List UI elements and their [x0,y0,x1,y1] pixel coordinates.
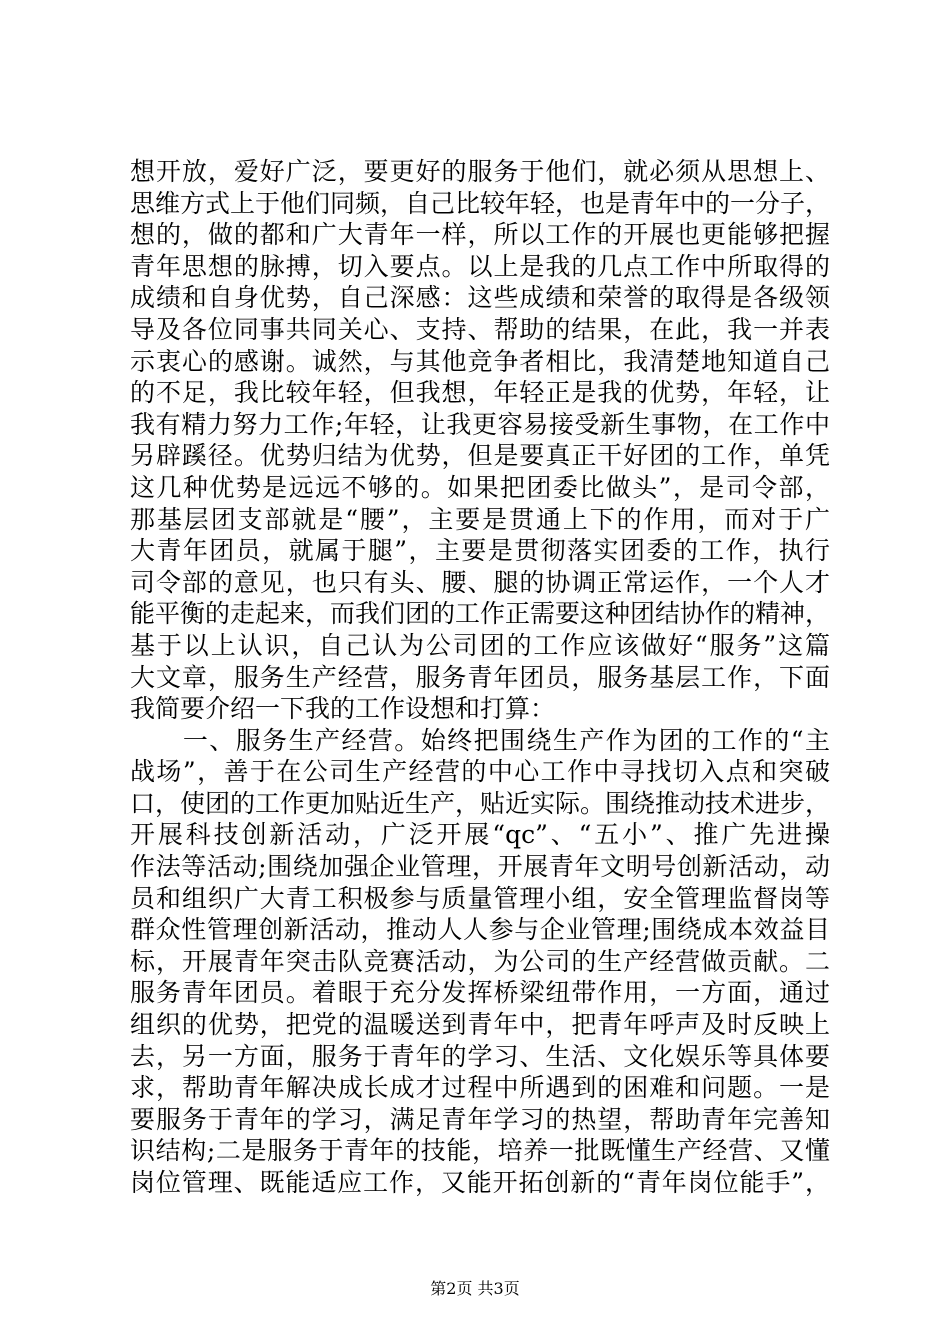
text-line: 想开放，爱好广泛，要更好的服务于他们，就必须从思想上、 [130,157,830,186]
text-line: 成绩和自身优势，自己深感：这些成绩和荣誉的取得是各级领 [130,283,830,313]
text-line: 组织的优势，把党的温暖送到青年中，把青年呼声及时反映上 [130,1010,830,1040]
text-line: 标，开展青年突击队竞赛活动，为公司的生产经营做贡献。二 [130,946,830,976]
text-line: 示衷心的感谢。诚然，与其他竞争者相比，我清楚地知道自己 [130,346,830,376]
text-line: 战场”，善于在公司生产经营的中心工作中寻找切入点和突破 [130,757,830,787]
text-line: 基于以上认识，自己认为公司团的工作应该做好“服务”这篇 [130,630,830,660]
text-line: 这几种优势是远远不够的。如果把团委比做头”，是司令部， [130,472,830,502]
text-line: 导及各位同事共同关心、支持、帮助的结果，在此，我一并表 [130,314,830,344]
text-line: 求，帮助青年解决成长成才过程中所遇到的困难和问题。一是 [130,1073,830,1103]
text-line: 员和组织广大青工积极参与质量管理小组，安全管理监督岗等 [130,883,830,913]
text-line: 能平衡的走起来，而我们团的工作正需要这种团结协作的精神， [130,599,831,629]
text-line: 口，使团的工作更加贴近生产，贴近实际。围绕推动技术进步， [130,788,831,818]
text-line: 去，另一方面，服务于青年的学习、生活、文化娱乐等具体要 [130,1041,830,1071]
text-line: 岗位管理、既能适应工作，又能开拓创新的“青年岗位能手”， [130,1168,830,1197]
text-line: 我简要介绍一下我的工作设想和打算： [130,694,556,724]
body-text [130,156,830,1199]
page-footer: 第2页 共3页 [430,1279,520,1298]
text-line: 作法等活动;围绕加强企业管理，开展青年文明号创新活动，动 [130,852,830,882]
text-line: 青年思想的脉搏，切入要点。以上是我的几点工作中所取得的 [130,251,830,281]
text-line: 思维方式上于他们同频，自己比较年轻，也是青年中的一分子， [130,188,831,218]
text-line: 司令部的意见，也只有头、腰、腿的协调正常运作，一个人才 [130,567,830,597]
text-line: 开展科技创新活动，广泛开展“qc”、“五小”、推广先进操 [130,820,830,850]
text-line: 大文章，服务生产经营，服务青年团员，服务基层工作，下面 [130,662,830,692]
text-line: 服务青年团员。着眼于充分发挥桥梁纽带作用，一方面，通过 [130,978,830,1008]
text-line: 群众性管理创新活动，推动人人参与企业管理;围绕成本效益目 [130,915,830,945]
text-line: 要服务于青年的学习，满足青年学习的热望，帮助青年完善知 [130,1104,830,1134]
text-line: 识结构;二是服务于青年的技能，培养一批既懂生产经营、又懂 [130,1136,830,1166]
text-line: 那基层团支部就是“腰”，主要是贯通上下的作用，而对于广 [130,504,830,534]
text-line: 另辟蹊径。优势归结为优势，但是要真正干好团的工作，单凭 [130,441,830,471]
text-line: 想的，做的都和广大青年一样，所以工作的开展也更能够把握 [130,220,830,250]
text-line: 我有精力努力工作;年轻，让我更容易接受新生事物，在工作中 [130,409,830,439]
text-line: 大青年团员，就属于腿”，主要是贯彻落实团委的工作，执行 [130,536,830,566]
text-line: 的不足，我比较年轻，但我想，年轻正是我的优势，年轻，让 [130,378,830,408]
text-line: 一、服务生产经营。始终把围绕生产作为团的工作的“主 [130,725,830,755]
